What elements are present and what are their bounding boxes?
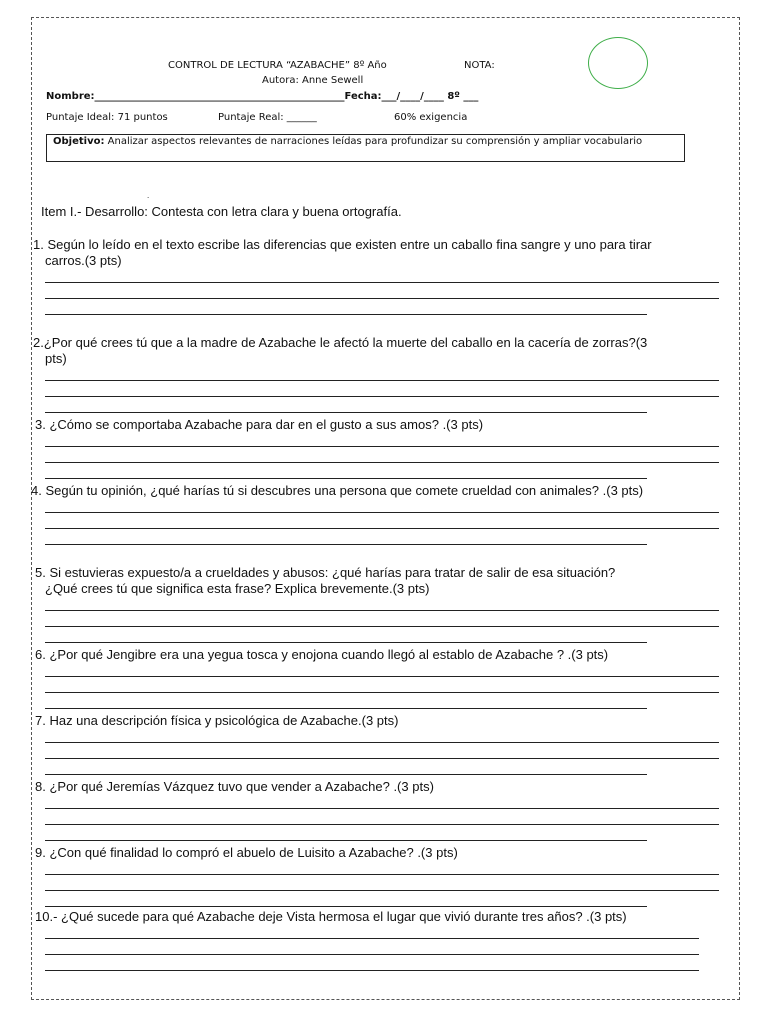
test-title: CONTROL DE LECTURA “AZABACHE” 8º Año (168, 60, 387, 71)
question-5-text: 5. Si estuvieras expuesto/a a crueldades y abusos: ¿qué harías para tratar de salir de esa situación? (35, 565, 616, 580)
question-2-text: 2.¿Por qué crees tú que a la madre de Azabache le afectó la muerte del caballo en la cacería de zorras?(3 (33, 335, 648, 350)
answer-line[interactable] (45, 676, 719, 677)
question-10-text: 10.- ¿Qué sucede para qué Azabache deje Vista hermosa el lugar que vivió durante tres años? .(3 pts) (35, 909, 627, 924)
question-2-text-cont: pts) (45, 351, 67, 366)
answer-line[interactable] (45, 412, 647, 413)
answer-line[interactable] (45, 396, 719, 397)
answer-line[interactable] (45, 840, 647, 841)
answer-line[interactable] (45, 890, 719, 891)
objective-text: Analizar aspectos relevantes de narraciones leídas para profundizar su comprensión y ampliar vocabulario (104, 136, 643, 147)
objective-label: Objetivo: (53, 136, 105, 147)
answer-line[interactable] (45, 906, 647, 907)
answer-line[interactable] (45, 446, 719, 447)
item-heading: Item I.- Desarrollo: Contesta con letra clara y buena ortografía. (41, 204, 402, 219)
answer-line[interactable] (45, 708, 647, 709)
stray-mark: . (147, 191, 150, 200)
answer-line[interactable] (45, 478, 647, 479)
answer-line[interactable] (45, 824, 719, 825)
puntaje-ideal: Puntaje Ideal: 71 puntos (46, 112, 168, 123)
answer-line[interactable] (45, 512, 719, 513)
question-3-text: 3. ¿Cómo se comportaba Azabache para dar en el gusto a sus amos? .(3 pts) (35, 417, 484, 432)
answer-line[interactable] (45, 314, 647, 315)
answer-line[interactable] (45, 808, 719, 809)
author-line: Autora: Anne Sewell (262, 75, 364, 86)
question-1-text: 1. Según lo leído en el texto escribe las diferencias que existen entre un caballo fina sangre y uno para tirar (33, 237, 652, 252)
answer-line[interactable] (45, 954, 699, 955)
name-date-line: Nombre:__________________________________________________Fecha:___/____/____ 8º ___ (46, 91, 479, 102)
answer-line[interactable] (45, 758, 719, 759)
answer-line[interactable] (45, 282, 719, 283)
answer-line[interactable] (45, 970, 699, 971)
answer-line[interactable] (45, 528, 719, 529)
answer-line[interactable] (45, 544, 647, 545)
question-1-text-cont: carros.(3 pts) (45, 253, 122, 268)
answer-line[interactable] (45, 626, 719, 627)
objective-box (46, 134, 685, 162)
answer-line[interactable] (45, 874, 719, 875)
question-4-text: 4. Según tu opinión, ¿qué harías tú si descubres una persona que comete crueldad con animales? .(3 pts) (31, 483, 644, 498)
puntaje-real: Puntaje Real: ______ (218, 112, 317, 123)
question-8-text: 8. ¿Por qué Jeremías Vázquez tuvo que vender a Azabache? .(3 pts) (35, 779, 434, 794)
question-9-text: 9. ¿Con qué finalidad lo compró el abuelo de Luisito a Azabache? .(3 pts) (35, 845, 458, 860)
grade-circle (588, 37, 648, 89)
answer-line[interactable] (45, 462, 719, 463)
answer-line[interactable] (45, 642, 647, 643)
answer-line[interactable] (45, 692, 719, 693)
answer-line[interactable] (45, 742, 719, 743)
answer-line[interactable] (45, 774, 647, 775)
answer-line[interactable] (45, 298, 719, 299)
answer-line[interactable] (45, 380, 719, 381)
exigencia: 60% exigencia (394, 112, 468, 123)
answer-line[interactable] (45, 610, 719, 611)
question-5-text-cont: ¿Qué crees tú que significa esta frase? Explica brevemente.(3 pts) (45, 581, 430, 596)
nota-label: NOTA: (464, 60, 495, 71)
question-6-text: 6. ¿Por qué Jengibre era una yegua tosca y enojona cuando llegó al establo de Azabache ? .(3 pts) (35, 647, 609, 662)
answer-line[interactable] (45, 938, 699, 939)
question-7-text: 7. Haz una descripción física y psicológica de Azabache.(3 pts) (35, 713, 399, 728)
